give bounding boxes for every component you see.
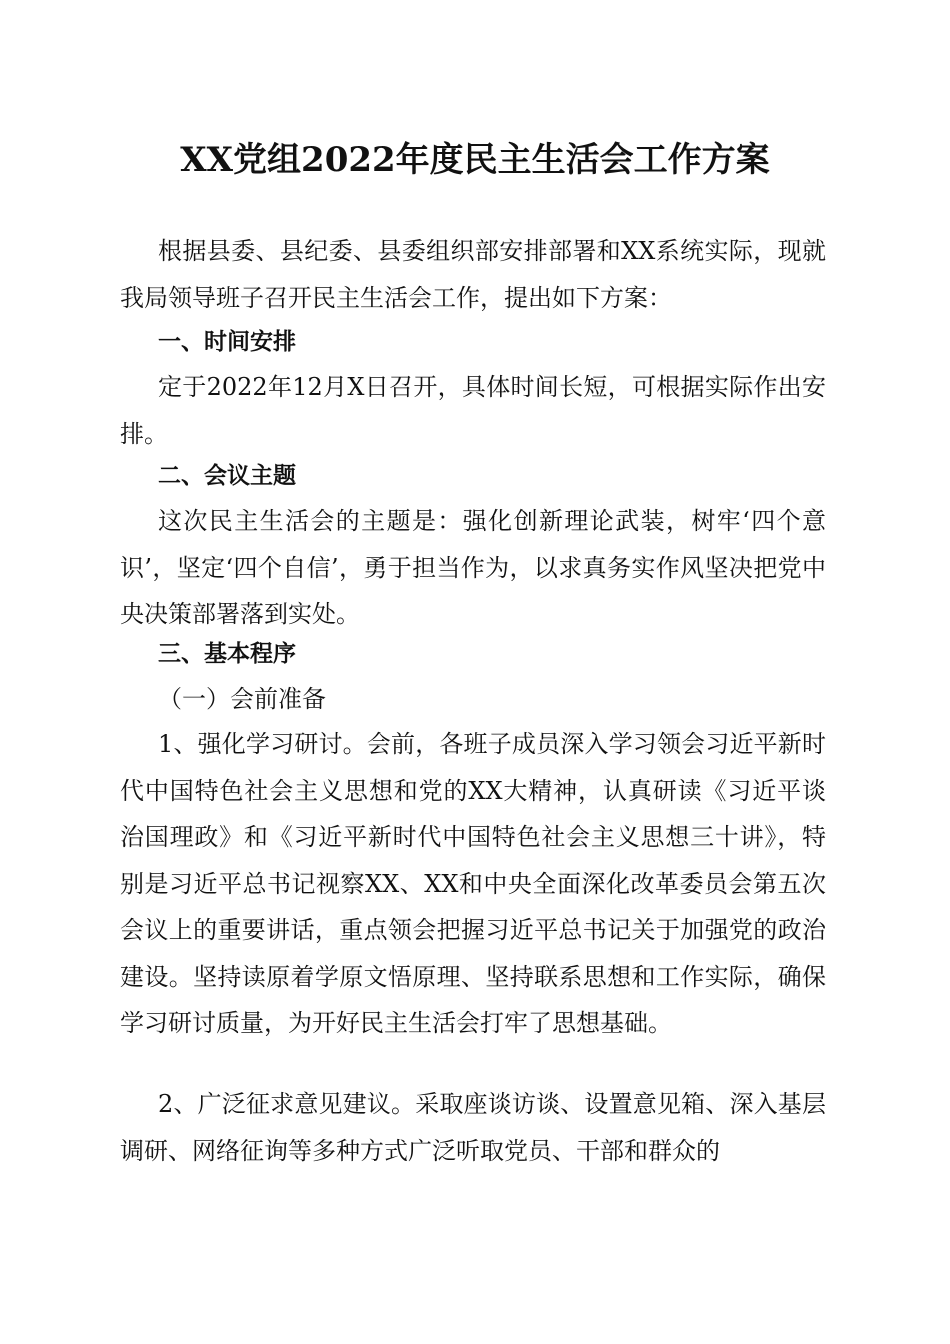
intro-paragraph: 根据县委、县纪委、县委组织部安排部署和XX系统实际，现就我局领导班子召开民主生活会工作，提出如下方案： bbox=[120, 237, 826, 312]
subsection-heading-preparation: （一）会前准备 bbox=[158, 685, 326, 713]
section-text-theme: 这次民主生活会的主题是：强化创新理论武装，树牢‘四个意识’，坚定‘四个自信’，勇于担当作为，以求真务实作风坚决把党中央决策部署落到实处。 bbox=[120, 507, 826, 628]
section-text-time: 定于2022年12月X日召开，具体时间长短，可根据实际作出安排。 bbox=[120, 373, 826, 448]
section-heading-theme: 二、会议主题 bbox=[158, 463, 296, 489]
procedure-item-study: 1、强化学习研讨。会前，各班子成员深入学习领会习近平新时代中国特色社会主义思想和党的XX大精神，认真研读《习近平谈治国理政》和《习近平新时代中国特色社会主义思想三十讲》，特别是习近平总书记视察XX、XX和中央全面深化改革委员会第五次会议上的重要讲话，重点领会把握习近平总书记关于加强党的政治建设。坚持读原着学原文悟原理、坚持联系思想和工作实际，确保学习研讨质量，为开好民主生活会打牢了思想基础。 bbox=[120, 730, 826, 1037]
section-heading-procedure: 三、基本程序 bbox=[158, 641, 296, 667]
procedure-item-feedback: 2、广泛征求意见建议。采取座谈访谈、设置意见箱、深入基层调研、网络征询等多种方式广泛听取党员、干部和群众的 bbox=[120, 1090, 826, 1165]
document-title: XX党组2022年度民主生活会工作方案 bbox=[180, 140, 770, 180]
section-heading-time: 一、时间安排 bbox=[158, 329, 296, 355]
